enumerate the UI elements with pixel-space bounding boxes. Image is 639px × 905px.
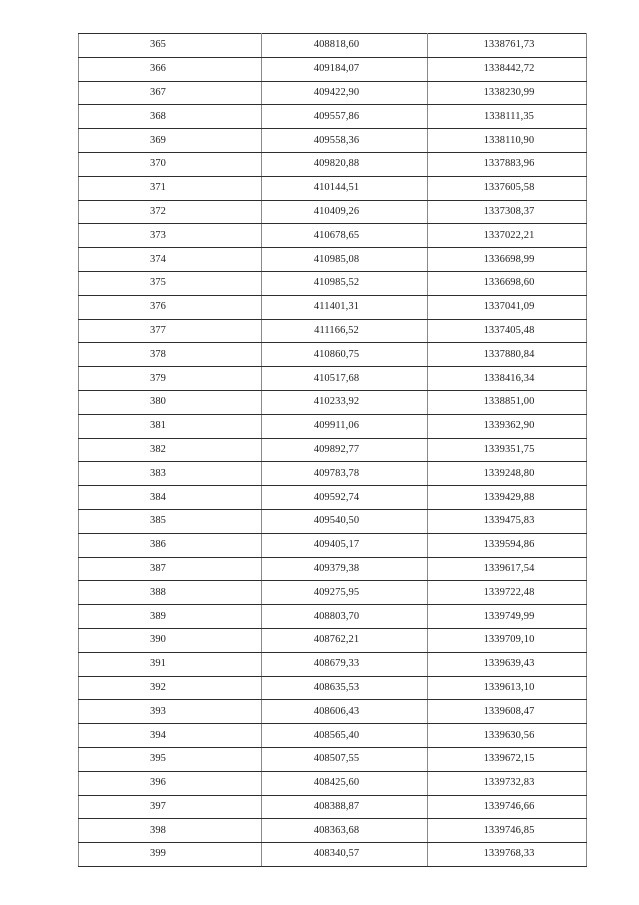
cell-text: 1339639,43 xyxy=(483,658,535,670)
x-coordinate-cell xyxy=(262,81,428,105)
cell-text: 1337880,84 xyxy=(483,348,535,360)
y-coordinate-cell xyxy=(428,152,587,176)
y-coordinate-cell xyxy=(428,462,587,486)
y-coordinate-cell xyxy=(428,652,587,676)
point-number-cell xyxy=(79,390,262,414)
point-number-cell xyxy=(79,105,262,129)
point-number-cell xyxy=(79,248,262,272)
cell-text: 408803,70 xyxy=(313,610,360,622)
table-row xyxy=(79,367,587,391)
point-number-cell xyxy=(79,700,262,724)
cell-text: 410678,65 xyxy=(313,229,360,241)
cell-text: 372 xyxy=(149,205,167,217)
table-row xyxy=(79,295,587,319)
cell-text: 1337405,48 xyxy=(483,324,535,336)
point-number-cell xyxy=(79,319,262,343)
cell-text: 409911,06 xyxy=(313,420,360,432)
cell-text: 410985,52 xyxy=(313,277,360,289)
cell-text: 410233,92 xyxy=(313,396,360,408)
cell-text: 371 xyxy=(149,182,167,194)
x-coordinate-cell xyxy=(262,771,428,795)
cell-text: 374 xyxy=(149,253,167,265)
cell-text: 1339630,56 xyxy=(483,729,535,741)
cell-text: 410517,68 xyxy=(313,372,360,384)
table-row xyxy=(79,200,587,224)
cell-text: 384 xyxy=(149,491,167,503)
table-row xyxy=(79,533,587,557)
cell-text: 388 xyxy=(149,586,167,598)
point-number-cell xyxy=(79,819,262,843)
cell-text: 1339362,90 xyxy=(483,420,535,432)
cell-text: 383 xyxy=(149,467,167,479)
point-number-cell xyxy=(79,367,262,391)
y-coordinate-cell xyxy=(428,605,587,629)
cell-text: 408425,60 xyxy=(313,777,360,789)
cell-text: 377 xyxy=(149,324,167,336)
cell-text: 408635,53 xyxy=(313,681,360,693)
x-coordinate-cell xyxy=(262,700,428,724)
table-row xyxy=(79,486,587,510)
table-row xyxy=(79,843,587,867)
y-coordinate-cell xyxy=(428,533,587,557)
y-coordinate-cell xyxy=(428,105,587,129)
cell-text: 1339746,66 xyxy=(483,800,535,812)
x-coordinate-cell xyxy=(262,843,428,867)
point-number-cell xyxy=(79,628,262,652)
table-row xyxy=(79,129,587,153)
cell-text: 408762,21 xyxy=(313,634,360,646)
point-number-cell xyxy=(79,152,262,176)
y-coordinate-cell xyxy=(428,843,587,867)
cell-text: 1339608,47 xyxy=(483,705,535,717)
cell-text: 392 xyxy=(149,681,167,693)
x-coordinate-cell xyxy=(262,747,428,771)
cell-text: 1339672,15 xyxy=(483,753,535,765)
cell-text: 1339768,33 xyxy=(483,848,535,860)
x-coordinate-cell xyxy=(262,295,428,319)
y-coordinate-cell xyxy=(428,248,587,272)
y-coordinate-cell xyxy=(428,271,587,295)
cell-text: 411166,52 xyxy=(314,324,359,336)
cell-text: 370 xyxy=(149,158,167,170)
cell-text: 1339722,48 xyxy=(483,586,535,598)
cell-text: 1338110,90 xyxy=(483,134,535,146)
point-number-cell xyxy=(79,557,262,581)
cell-text: 410409,26 xyxy=(313,205,360,217)
point-number-cell xyxy=(79,533,262,557)
point-number-cell xyxy=(79,509,262,533)
y-coordinate-cell xyxy=(428,747,587,771)
table-row xyxy=(79,795,587,819)
table-row xyxy=(79,771,587,795)
x-coordinate-cell xyxy=(262,533,428,557)
y-coordinate-cell xyxy=(428,57,587,81)
cell-text: 1336698,60 xyxy=(483,277,535,289)
cell-text: 366 xyxy=(149,63,167,75)
y-coordinate-cell xyxy=(428,486,587,510)
table-row xyxy=(79,462,587,486)
table-row xyxy=(79,152,587,176)
point-number-cell xyxy=(79,129,262,153)
cell-text: 1339617,54 xyxy=(483,562,535,574)
cell-text: 1339475,83 xyxy=(483,515,535,527)
cell-text: 1339594,86 xyxy=(483,539,535,551)
cell-text: 368 xyxy=(149,110,167,122)
y-coordinate-cell xyxy=(428,724,587,748)
y-coordinate-cell xyxy=(428,628,587,652)
cell-text: 376 xyxy=(149,301,167,313)
x-coordinate-cell xyxy=(262,129,428,153)
x-coordinate-cell xyxy=(262,557,428,581)
point-number-cell xyxy=(79,676,262,700)
cell-text: 409184,07 xyxy=(313,63,360,75)
y-coordinate-cell xyxy=(428,676,587,700)
point-number-cell xyxy=(79,200,262,224)
table-row xyxy=(79,343,587,367)
cell-text: 381 xyxy=(149,420,167,432)
cell-text: 398 xyxy=(149,824,167,836)
x-coordinate-cell xyxy=(262,271,428,295)
x-coordinate-cell xyxy=(262,319,428,343)
x-coordinate-cell xyxy=(262,34,428,58)
point-number-cell xyxy=(79,295,262,319)
table-row xyxy=(79,605,587,629)
cell-text: 1337041,09 xyxy=(483,301,535,313)
x-coordinate-cell xyxy=(262,628,428,652)
cell-text: 1336698,99 xyxy=(483,253,535,265)
cell-text: 385 xyxy=(149,515,167,527)
cell-text: 408363,68 xyxy=(313,824,360,836)
x-coordinate-cell xyxy=(262,819,428,843)
cell-text: 409783,78 xyxy=(313,467,360,479)
cell-text: 395 xyxy=(149,753,167,765)
cell-text: 1339749,99 xyxy=(483,610,535,622)
x-coordinate-cell xyxy=(262,390,428,414)
cell-text: 409892,77 xyxy=(313,443,360,455)
table-row xyxy=(79,676,587,700)
point-number-cell xyxy=(79,34,262,58)
y-coordinate-cell xyxy=(428,343,587,367)
point-number-cell xyxy=(79,57,262,81)
table-row xyxy=(79,176,587,200)
cell-text: 1337022,21 xyxy=(483,229,535,241)
point-number-cell xyxy=(79,605,262,629)
cell-text: 386 xyxy=(149,539,167,551)
x-coordinate-cell xyxy=(262,414,428,438)
cell-text: 409379,38 xyxy=(313,562,360,574)
cell-text: 410860,75 xyxy=(313,348,360,360)
table-row xyxy=(79,34,587,58)
cell-text: 397 xyxy=(149,800,167,812)
cell-text: 382 xyxy=(149,443,167,455)
cell-text: 396 xyxy=(149,777,167,789)
cell-text: 394 xyxy=(149,729,167,741)
point-number-cell xyxy=(79,581,262,605)
table-row xyxy=(79,652,587,676)
cell-text: 389 xyxy=(149,610,167,622)
y-coordinate-cell xyxy=(428,367,587,391)
point-number-cell xyxy=(79,795,262,819)
cell-text: 1338851,00 xyxy=(483,396,535,408)
table-row xyxy=(79,700,587,724)
table-row xyxy=(79,557,587,581)
cell-text: 1339709,10 xyxy=(483,634,535,646)
cell-text: 408565,40 xyxy=(313,729,360,741)
table-row xyxy=(79,271,587,295)
cell-text: 399 xyxy=(149,848,167,860)
x-coordinate-cell xyxy=(262,652,428,676)
cell-text: 375 xyxy=(149,277,167,289)
cell-text: 1337308,37 xyxy=(483,205,535,217)
table-row xyxy=(79,509,587,533)
cell-text: 409540,50 xyxy=(313,515,360,527)
coordinates-table-body xyxy=(79,34,587,867)
x-coordinate-cell xyxy=(262,105,428,129)
table-row xyxy=(79,224,587,248)
cell-text: 411401,31 xyxy=(313,301,360,313)
cell-text: 1339746,85 xyxy=(483,824,535,836)
cell-text: 390 xyxy=(149,634,167,646)
y-coordinate-cell xyxy=(428,414,587,438)
cell-text: 408340,57 xyxy=(313,848,360,860)
cell-text: 1339732,83 xyxy=(483,777,535,789)
x-coordinate-cell xyxy=(262,605,428,629)
y-coordinate-cell xyxy=(428,224,587,248)
cell-text: 365 xyxy=(149,39,167,51)
cell-text: 393 xyxy=(149,705,167,717)
x-coordinate-cell xyxy=(262,224,428,248)
table-row xyxy=(79,581,587,605)
table-row xyxy=(79,438,587,462)
x-coordinate-cell xyxy=(262,724,428,748)
point-number-cell xyxy=(79,414,262,438)
y-coordinate-cell xyxy=(428,581,587,605)
x-coordinate-cell xyxy=(262,486,428,510)
cell-text: 1339248,80 xyxy=(483,467,535,479)
point-number-cell xyxy=(79,486,262,510)
point-number-cell xyxy=(79,462,262,486)
x-coordinate-cell xyxy=(262,509,428,533)
y-coordinate-cell xyxy=(428,819,587,843)
cell-text: 409422,90 xyxy=(313,86,360,98)
x-coordinate-cell xyxy=(262,343,428,367)
point-number-cell xyxy=(79,438,262,462)
cell-text: 408507,55 xyxy=(313,753,360,765)
table-row xyxy=(79,414,587,438)
cell-text: 367 xyxy=(149,86,167,98)
y-coordinate-cell xyxy=(428,34,587,58)
x-coordinate-cell xyxy=(262,248,428,272)
y-coordinate-cell xyxy=(428,390,587,414)
x-coordinate-cell xyxy=(262,795,428,819)
table-row xyxy=(79,248,587,272)
point-number-cell xyxy=(79,343,262,367)
table-row xyxy=(79,724,587,748)
point-number-cell xyxy=(79,724,262,748)
x-coordinate-cell xyxy=(262,462,428,486)
cell-text: 409405,17 xyxy=(313,539,360,551)
y-coordinate-cell xyxy=(428,795,587,819)
cell-text: 1339429,88 xyxy=(483,491,535,503)
coordinates-table xyxy=(78,33,587,867)
point-number-cell xyxy=(79,771,262,795)
x-coordinate-cell xyxy=(262,581,428,605)
cell-text: 387 xyxy=(149,562,167,574)
x-coordinate-cell xyxy=(262,200,428,224)
cell-text: 1337605,58 xyxy=(483,182,535,194)
point-number-cell xyxy=(79,843,262,867)
point-number-cell xyxy=(79,224,262,248)
table-row xyxy=(79,819,587,843)
table-row xyxy=(79,105,587,129)
cell-text: 409558,36 xyxy=(313,134,360,146)
x-coordinate-cell xyxy=(262,676,428,700)
cell-text: 410144,51 xyxy=(313,182,360,194)
y-coordinate-cell xyxy=(428,129,587,153)
y-coordinate-cell xyxy=(428,176,587,200)
cell-text: 379 xyxy=(149,372,167,384)
cell-text: 391 xyxy=(149,658,167,670)
cell-text: 1338111,35 xyxy=(483,110,535,122)
cell-text: 1339613,10 xyxy=(483,681,535,693)
cell-text: 373 xyxy=(149,229,167,241)
cell-text: 410985,08 xyxy=(313,253,360,265)
cell-text: 1338230,99 xyxy=(483,86,535,98)
x-coordinate-cell xyxy=(262,57,428,81)
cell-text: 369 xyxy=(149,134,167,146)
cell-text: 409557,86 xyxy=(313,110,360,122)
y-coordinate-cell xyxy=(428,81,587,105)
point-number-cell xyxy=(79,652,262,676)
y-coordinate-cell xyxy=(428,700,587,724)
cell-text: 1338761,73 xyxy=(483,39,535,51)
x-coordinate-cell xyxy=(262,176,428,200)
table-row xyxy=(79,57,587,81)
cell-text: 1338442,72 xyxy=(483,63,535,75)
cell-text: 408606,43 xyxy=(313,705,360,717)
cell-text: 408818,60 xyxy=(313,39,360,51)
y-coordinate-cell xyxy=(428,438,587,462)
x-coordinate-cell xyxy=(262,152,428,176)
cell-text: 409592,74 xyxy=(313,491,360,503)
cell-text: 1337883,96 xyxy=(483,158,535,170)
table-row xyxy=(79,390,587,414)
y-coordinate-cell xyxy=(428,557,587,581)
table-row xyxy=(79,628,587,652)
y-coordinate-cell xyxy=(428,509,587,533)
cell-text: 1339351,75 xyxy=(483,443,535,455)
point-number-cell xyxy=(79,81,262,105)
y-coordinate-cell xyxy=(428,200,587,224)
cell-text: 1338416,34 xyxy=(483,372,535,384)
cell-text: 380 xyxy=(149,396,167,408)
cell-text: 409820,88 xyxy=(313,158,360,170)
table-row xyxy=(79,319,587,343)
point-number-cell xyxy=(79,176,262,200)
y-coordinate-cell xyxy=(428,771,587,795)
table-row xyxy=(79,747,587,771)
y-coordinate-cell xyxy=(428,319,587,343)
x-coordinate-cell xyxy=(262,438,428,462)
cell-text: 378 xyxy=(149,348,167,360)
x-coordinate-cell xyxy=(262,367,428,391)
point-number-cell xyxy=(79,271,262,295)
point-number-cell xyxy=(79,747,262,771)
cell-text: 408679,33 xyxy=(313,658,360,670)
y-coordinate-cell xyxy=(428,295,587,319)
cell-text: 409275,95 xyxy=(313,586,360,598)
cell-text: 408388,87 xyxy=(313,800,360,812)
table-row xyxy=(79,81,587,105)
